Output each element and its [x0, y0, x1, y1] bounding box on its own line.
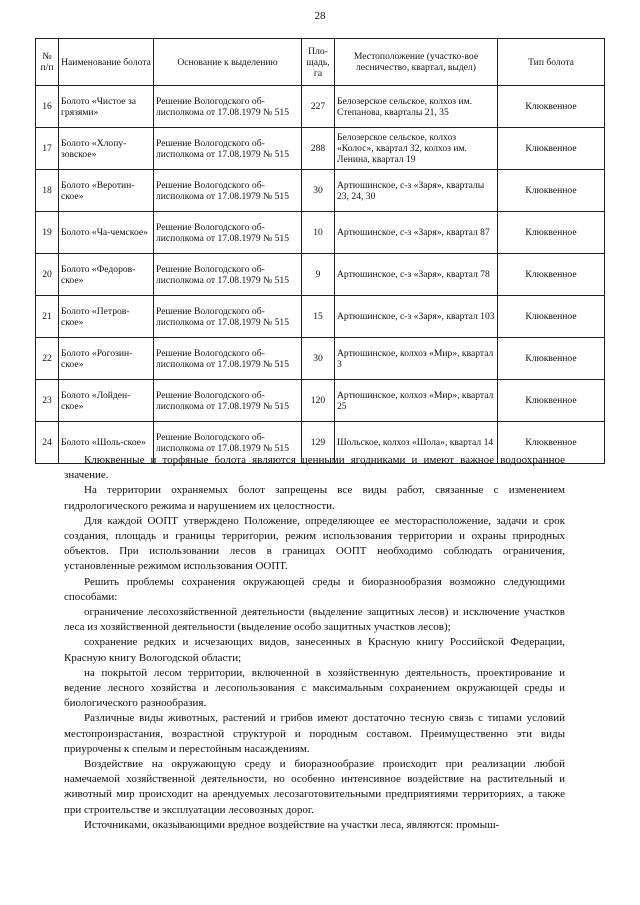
cell-num: 23	[36, 380, 59, 422]
header-name: Наименование болота	[59, 39, 154, 86]
cell-num: 16	[36, 86, 59, 128]
header-location: Местоположение (участко-вое лесничество, квартал, выдел)	[335, 39, 498, 86]
cell-area: 227	[302, 86, 335, 128]
cell-name: Болото «Шоль-ское»	[59, 422, 154, 464]
cell-num: 19	[36, 212, 59, 254]
paragraph: на покрытой лесом территории, включенной в хозяйственную деятельность, проектирование и ведение лесного хозяйства и лесопользования с максимальным сохранением окружающей среды и биологического разнообразия.	[64, 666, 565, 710]
cell-type: Клюквенное	[498, 380, 605, 422]
table-row	[36, 338, 605, 380]
cell-basis: Решение Вологодского об-лисполкома от 17.08.1979 № 515	[154, 86, 302, 128]
cell-num: 20	[36, 254, 59, 296]
cell-location: Артюшинское, колхоз «Мир», квартал 25	[335, 380, 498, 422]
cell-location: Артюшинское, с-з «Заря», квартал 87	[335, 212, 498, 254]
cell-name: Болото «Ча-чемское»	[59, 212, 154, 254]
table-header-row	[36, 39, 605, 86]
cell-num: 22	[36, 338, 59, 380]
cell-area: 10	[302, 212, 335, 254]
page-number: 28	[314, 10, 326, 22]
cell-type: Клюквенное	[498, 128, 605, 170]
cell-area: 288	[302, 128, 335, 170]
header-basis: Основание к выделению	[154, 39, 302, 86]
table-row	[36, 254, 605, 296]
cell-type: Клюквенное	[498, 86, 605, 128]
table-row	[36, 296, 605, 338]
header-num: № п/п	[36, 39, 59, 86]
cell-basis: Решение Вологодского об-лисполкома от 17.08.1979 № 515	[154, 380, 302, 422]
cell-type: Клюквенное	[498, 170, 605, 212]
cell-location: Артюшинское, с-з «Заря», квартал 78	[335, 254, 498, 296]
table-row	[36, 128, 605, 170]
cell-type: Клюквенное	[498, 296, 605, 338]
cell-type: Клюквенное	[498, 338, 605, 380]
paragraph: Различные виды животных, растений и грибов имеют достаточно тесную связь с типами условий местопроизрастания, возрастной структурой и породным составом. Преимущественно эти виды приурочены к спелым и перестойным насаждениям.	[64, 712, 565, 755]
cell-name: Болото «Рогозин-ское»	[59, 338, 154, 380]
cell-num: 24	[36, 422, 59, 464]
cell-type: Клюквенное	[498, 254, 605, 296]
table-row	[36, 86, 605, 128]
cell-location: Артюшинское, колхоз «Мир», квартал 3	[335, 338, 498, 380]
bogs-table	[35, 38, 605, 464]
cell-type: Клюквенное	[498, 422, 605, 464]
cell-area: 30	[302, 338, 335, 380]
table-row	[36, 380, 605, 422]
table-row	[36, 170, 605, 212]
paragraph: Источниками, оказывающими вредное воздействие на участки леса, являются: промыш-	[84, 818, 500, 831]
cell-basis: Решение Вологодского об-лисполкома от 17.08.1979 № 515	[154, 296, 302, 338]
cell-basis: Решение Вологодского об-лисполкома от 17.08.1979 № 515	[154, 212, 302, 254]
cell-name: Болото «Чистое за грязями»	[59, 86, 154, 128]
cell-name: Болото «Веротин-ское»	[59, 170, 154, 212]
cell-basis: Решение Вологодского об-лисполкома от 17.08.1979 № 515	[154, 338, 302, 380]
cell-area: 129	[302, 422, 335, 464]
cell-area: 120	[302, 380, 335, 422]
paragraph: ограничение лесохозяйственной деятельности (выделение защитных лесов) и исключение участков леса из хозяйственной деятельности (выделение особо защитных участков лесов);	[64, 606, 565, 634]
body-text	[64, 453, 565, 833]
cell-location: Белозерское сельское, колхоз «Колос», квартал 32, колхоз им. Ленина, квартал 19	[335, 128, 498, 170]
cell-location: Шольское, колхоз «Шола», квартал 14	[335, 422, 498, 464]
header-area: Пло-щадь, га	[302, 39, 335, 86]
cell-location: Белозерское сельское, колхоз им. Степанова, кварталы 21, 35	[335, 86, 498, 128]
cell-location: Артюшинское, с-з «Заря», квартал 103	[335, 296, 498, 338]
cell-name: Болото «Хлопу-зовское»	[59, 128, 154, 170]
cell-area: 30	[302, 170, 335, 212]
paragraph: Воздействие на окружающую среду и биоразнообразие происходит при реализации любой намечаемой хозяйственной деятельности, но особенно интенсивное воздействие на растительный и животный мир происходит на арендуемых лесозаготовительными предприятиями территориях, а также при строительстве и эксплуатации лесовозных дорог.	[64, 758, 565, 816]
paragraph: Решить проблемы сохранения окружающей среды и биоразнообразия возможно следующими способами:	[64, 575, 565, 603]
paragraph: сохранение редких и исчезающих видов, занесенных в Красную книгу Российской Федерации, Красную книгу Вологодской области;	[64, 636, 565, 664]
cell-name: Болото «Петров-ское»	[59, 296, 154, 338]
header-type: Тип болота	[498, 39, 605, 86]
cell-name: Болото «Федоров-ское»	[59, 254, 154, 296]
cell-num: 21	[36, 296, 59, 338]
cell-area: 15	[302, 296, 335, 338]
cell-location: Артюшинское, с-з «Заря», кварталы 23, 24, 30	[335, 170, 498, 212]
cell-basis: Решение Вологодского об-лисполкома от 17.08.1979 № 515	[154, 128, 302, 170]
cell-name: Болото «Лойден-ское»	[59, 380, 154, 422]
cell-basis: Решение Вологодского об-лисполкома от 17.08.1979 № 515	[154, 254, 302, 296]
cell-area: 9	[302, 254, 335, 296]
cell-type: Клюквенное	[498, 212, 605, 254]
table-row	[36, 212, 605, 254]
paragraph: Клюквенные и торфяные болота являются ценными ягодниками и имеют важное водоохранное значение.	[64, 454, 565, 482]
cell-num: 17	[36, 128, 59, 170]
cell-basis: Решение Вологодского об-лисполкома от 17.08.1979 № 515	[154, 422, 302, 464]
paragraph: На территории охраняемых болот запрещены все виды работ, связанные с изменением гидрологического режима и нарушением их целостности.	[64, 484, 565, 512]
cell-num: 18	[36, 170, 59, 212]
cell-basis: Решение Вологодского об-лисполкома от 17.08.1979 № 515	[154, 170, 302, 212]
paragraph: Для каждой ООПТ утверждено Положение, определяющее ее месторасположение, задачи и срок создания, площадь и границы территории, режим использования территории и охраны природных объектов. При использовании лесов в границах ООПТ необходимо соблюдать ограничения, установленные режимом использования ООПТ.	[64, 514, 565, 573]
